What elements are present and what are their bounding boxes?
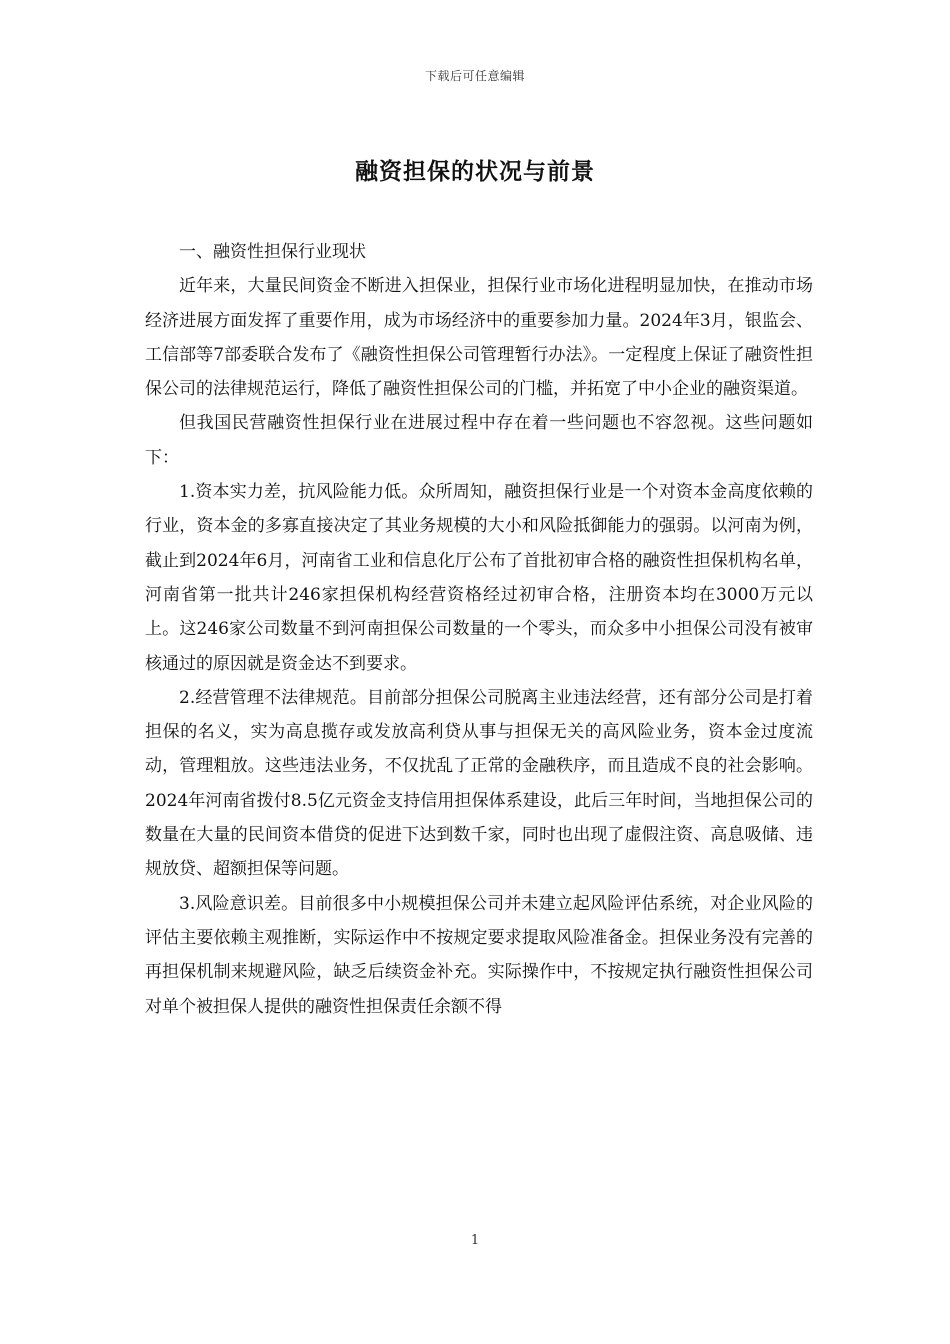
section-heading: 一、融资性担保行业现状 xyxy=(179,242,366,262)
document-title: 融资担保的状况与前景 xyxy=(355,158,595,185)
body-paragraph: 3.风险意识差。目前很多中小规模担保公司并未建立起风险评估系统，对企业风险的评估主要依赖主观推断，实际运作中不按规定要求提取风险准备金。担保业务没有完善的再担保机制来规避风险，缺乏后续资金补充。实际操作中，不按规定执行融资性担保公司对单个被担保人提供的融资性担保责任余额不得 xyxy=(145,893,813,1017)
document-body xyxy=(145,235,813,1024)
body-paragraph: 2.经营管理不法律规范。目前部分担保公司脱离主业违法经营，还有部分公司是打着担保的名义，实为高息揽存或发放高利贷从事与担保无关的高风险业务，资本金过度流动，管理粗放。这些违法业务，不仅扰乱了正常的金融秩序，而且造成不良的社会影响。2024年河南省拨付8.5亿元资金支持信用担保体系建设，此后三年时间，当地担保公司的数量在大量的民间资本借贷的促进下达到数千家，同时也出现了虚假注资、高息吸储、违规放贷、超额担保等问题。 xyxy=(145,687,813,880)
body-paragraph: 但我国民营融资性担保行业在进展过程中存在着一些问题也不容忽视。这些问题如下： xyxy=(145,413,813,468)
page-header-note: 下载后可任意编辑 xyxy=(424,69,525,83)
page-number: 1 xyxy=(470,1233,480,1248)
body-paragraph: 1.资本实力差，抗风险能力低。众所周知，融资担保行业是一个对资本金高度依赖的行业，资本金的多寡直接决定了其业务规模的大小和风险抵御能力的强弱。以河南为例，截止到2024年6月，河南省工业和信息化厅公布了首批初审合格的融资性担保机构名单，河南省第一批共计246家担保机构经营资格经过初审合格，注册资本均在3000万元以上。这246家公司数量不到河南担保公司数量的一个零头，而众多中小担保公司没有被审核通过的原因就是资金达不到要求。 xyxy=(145,482,813,674)
body-paragraph: 近年来，大量民间资金不断进入担保业，担保行业市场化进程明显加快，在推动市场经济进展方面发挥了重要作用，成为市场经济中的重要参加力量。2024年3月，银监会、工信部等7部委联合发布了《融资性担保公司管理暂行办法》。一定程度上保证了融资性担保公司的法律规范运行，降低了融资性担保公司的门槛，并拓宽了中小企业的融资渠道。 xyxy=(145,276,813,400)
